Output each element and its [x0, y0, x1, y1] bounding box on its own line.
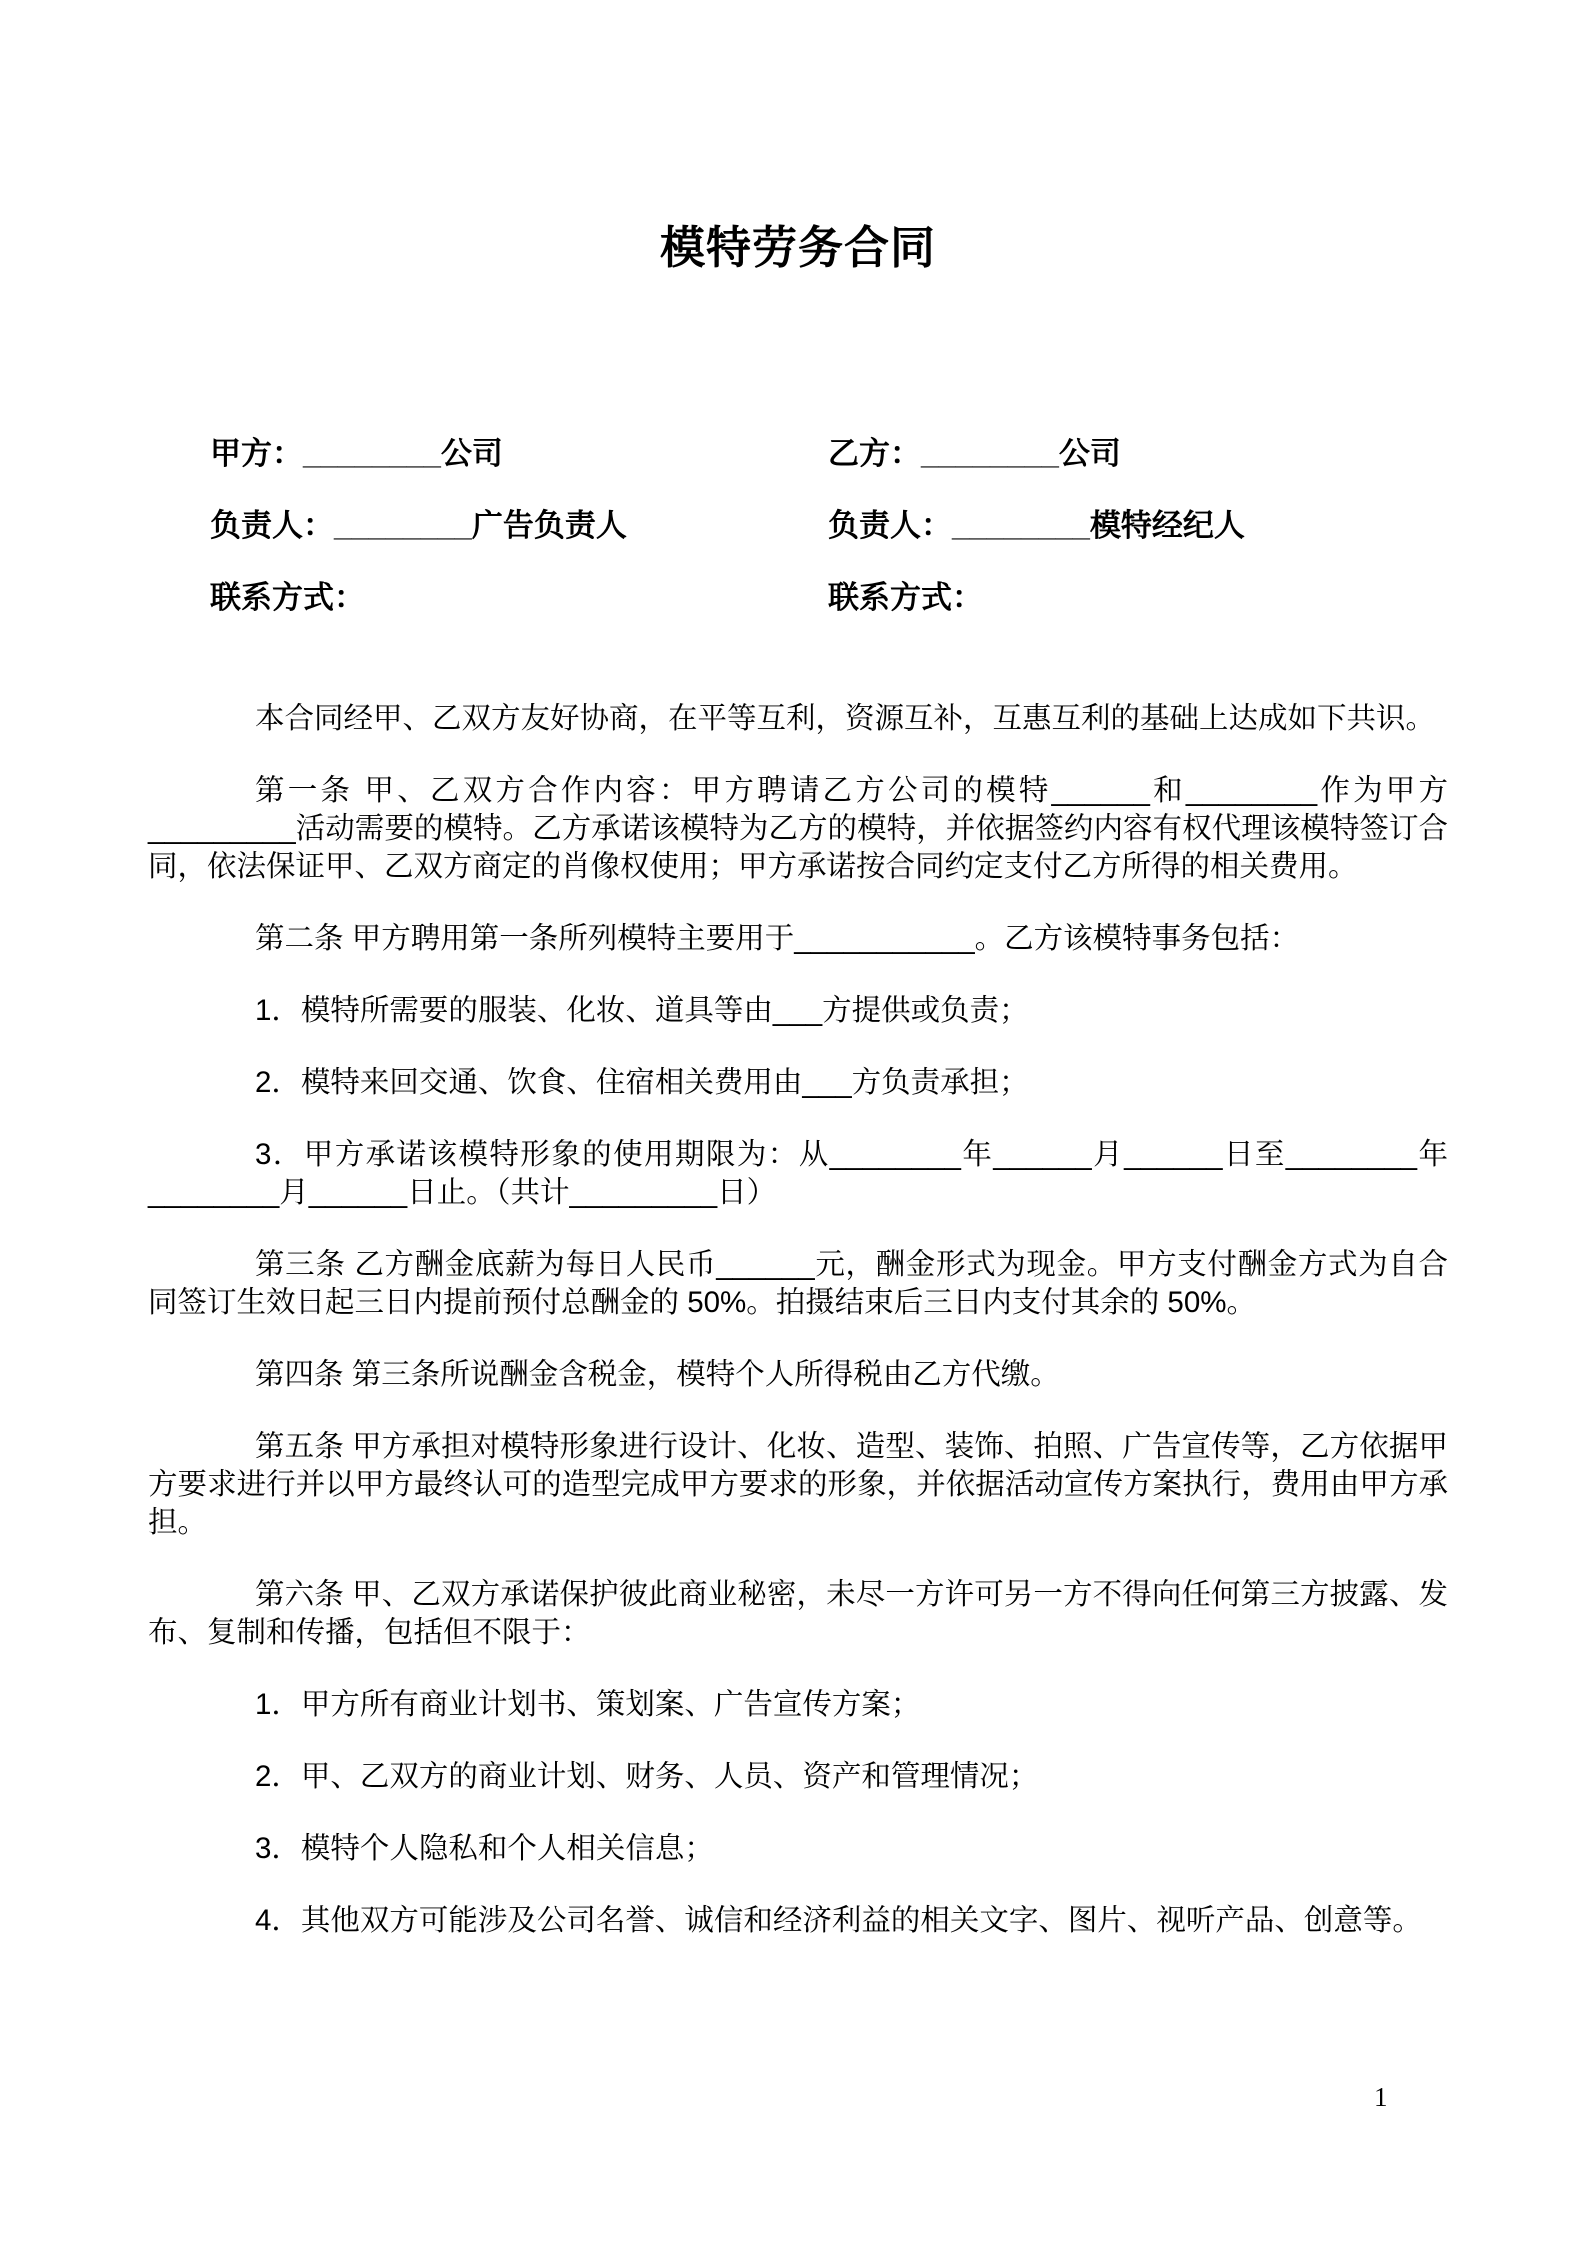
party-a-block	[148, 437, 828, 653]
clause-2-paragraph: 第二条 甲方聘用第一条所列模特主要用于___________。乙方该模特事务包括：	[255, 922, 1300, 955]
intro-paragraph: 本合同经甲、乙双方友好协商，在平等互利，资源互补，互惠互利的基础上达成如下共识。	[255, 702, 1436, 735]
party-b-manager-line: 负责人：________模特经纪人	[828, 508, 1245, 543]
party-b-contact-line: 联系方式：	[828, 580, 983, 615]
clause-6-item-1: 1．甲方所有商业计划书、策划案、广告宣传方案；	[255, 1688, 921, 1721]
clause-6-item-2: 2．甲、乙双方的商业计划、财务、人员、资产和管理情况；	[255, 1760, 1039, 1793]
clause-6-item-3: 3．模特个人隐私和个人相关信息；	[255, 1832, 714, 1865]
document-title: 模特劳务合同	[659, 222, 936, 273]
clause-4-paragraph: 第四条 第三条所说酬金含税金，模特个人所得税由乙方代缴。	[255, 1358, 1060, 1391]
party-info-section	[148, 437, 1448, 653]
clause-2-item-1: 1．模特所需要的服装、化妆、道具等由___方提供或负责；	[255, 994, 1029, 1027]
party-a-company-line: 甲方：________公司	[210, 436, 503, 471]
clause-6-paragraph: 第六条 甲、乙双方承诺保护彼此商业秘密，未尽一方许可另一方不得向任何第三方披露、发布、复制和传播，包括但不限于：	[148, 1578, 1448, 1649]
clause-2-item-3: 3．甲方承诺该模特形象的使用期限为：从________年______月______日至________年________月______日止。（共计_________日）	[148, 1138, 1448, 1209]
page-number: 1	[1374, 2082, 1388, 2112]
clause-2-item-2: 2．模特来回交通、饮食、住宿相关费用由___方负责承担；	[255, 1066, 1029, 1099]
clause-5-paragraph: 第五条 甲方承担对模特形象进行设计、化妆、造型、装饰、拍照、广告宣传等，乙方依据甲方要求进行并以甲方最终认可的造型完成甲方要求的形象，并依据活动宣传方案执行，费用由甲方承担。	[148, 1430, 1448, 1539]
contract-body	[148, 700, 1448, 1940]
party-b-block	[828, 437, 1448, 653]
party-a-manager-line: 负责人：________广告负责人	[210, 508, 627, 543]
clause-6-item-4: 4．其他双方可能涉及公司名誉、诚信和经济利益的相关文字、图片、视听产品、创意等。	[255, 1904, 1422, 1937]
clause-3-paragraph: 第三条 乙方酬金底薪为每日人民币______元，酬金形式为现金。甲方支付酬金方式为自合同签订生效日起三日内提前预付总酬金的 50%。拍摄结束后三日内支付其余的 50%。	[148, 1248, 1448, 1319]
party-b-company-line: 乙方：________公司	[828, 436, 1121, 471]
party-a-contact-line: 联系方式：	[210, 580, 365, 615]
clause-1-paragraph: 第一条 甲、乙双方合作内容：甲方聘请乙方公司的模特______和________作为甲方_________活动需要的模特。乙方承诺该模特为乙方的模特，并依据签约内容有权代理该模特签订合同，依法保证甲、乙双方商定的肖像权使用；甲方承诺按合同约定支付乙方所得的相关费用。	[148, 774, 1448, 883]
